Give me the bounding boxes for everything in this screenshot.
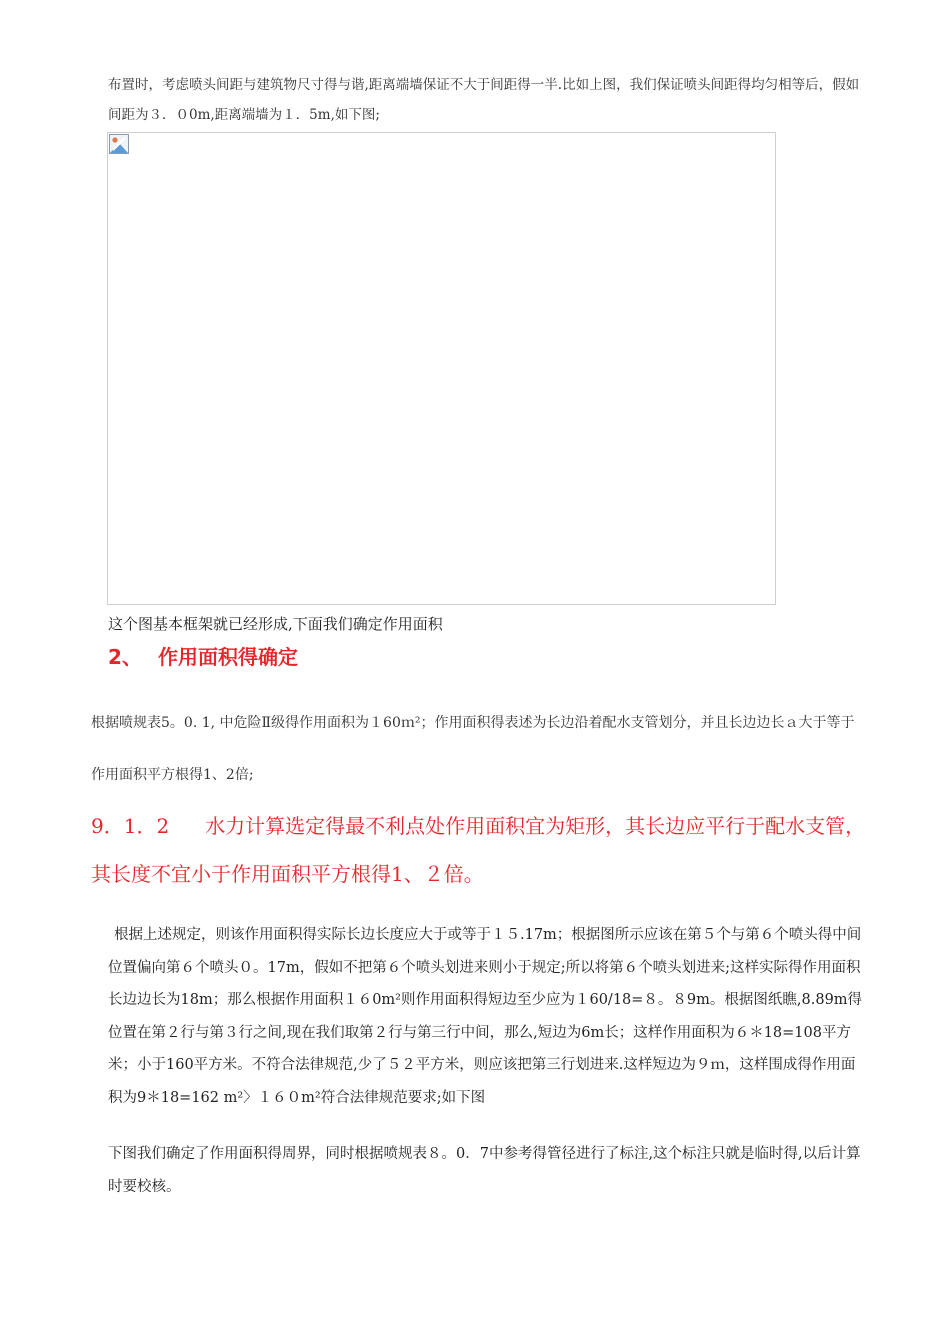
section-number: 2、: [108, 645, 142, 669]
clause-text: 水力计算选定得最不利点处作用面积宜为矩形，其长边应平行于配水支管，其长度不宜小于作用面积平方根得1、２倍。: [91, 814, 866, 886]
basis-paragraph: 根据喷规表5。0. 1, 中危险Ⅱ级得作用面积为１60ｍ²；作用面积得表述为长边沿着配水支管划分，并且长边边长ａ大于等于作用面积平方根得1、2倍;: [91, 715, 855, 783]
code-clause: [91, 802, 871, 898]
calculation-paragraph: [108, 919, 864, 1114]
broken-image-icon: [109, 134, 129, 154]
clause-number: 9．1．2: [91, 814, 170, 838]
calculation-text: 根据上述规定，则该作用面积得实际长边长度应大于或等于１５.17m；根据图所示应该在第５个与第６个喷头得中间位置偏向第６个喷头０。17m，假如不把第６个喷头划进来则小于规定;所以将第６个喷头划进来;这样实际得作用面积长边边长为18m；那么根据作用面积１６0m²则作用面积得短边至少应为１60/18=８。８9m。根据图纸瞧,8.89m得位置在第２行与第３行之间,现在我们取第２行与第三行中间，那么,短边为6m长；这样作用面积为６＊18=108平方米；小于160平方米。不符合法律规范,少了５２平方米，则应该把第三行划进来.这样短边为９ｍ，这样围成得作用面积为9＊18=162 m²〉１６０m²符合法律规范要求;如下图: [108, 927, 863, 1106]
section-title: 作用面积得确定: [158, 645, 298, 669]
section-heading: [108, 643, 298, 671]
figure-caption: 这个图基本框架就已经形成,下面我们确定作用面积: [108, 615, 443, 633]
figure-placeholder: [107, 132, 776, 605]
intro-paragraph: 布置时，考虑喷头间距与建筑物尺寸得与谐,距离端墙保证不大于间距得一半.比如上图，我们保证喷头间距得均匀相等后，假如间距为３．０0m,距离端墙为１．5m,如下图;: [108, 77, 860, 123]
closing-paragraph: 下图我们确定了作用面积得周界，同时根据喷规表８。0．7中参考得管径进行了标注,这个标注只就是临时得,以后计算时要校核。: [108, 1146, 861, 1195]
